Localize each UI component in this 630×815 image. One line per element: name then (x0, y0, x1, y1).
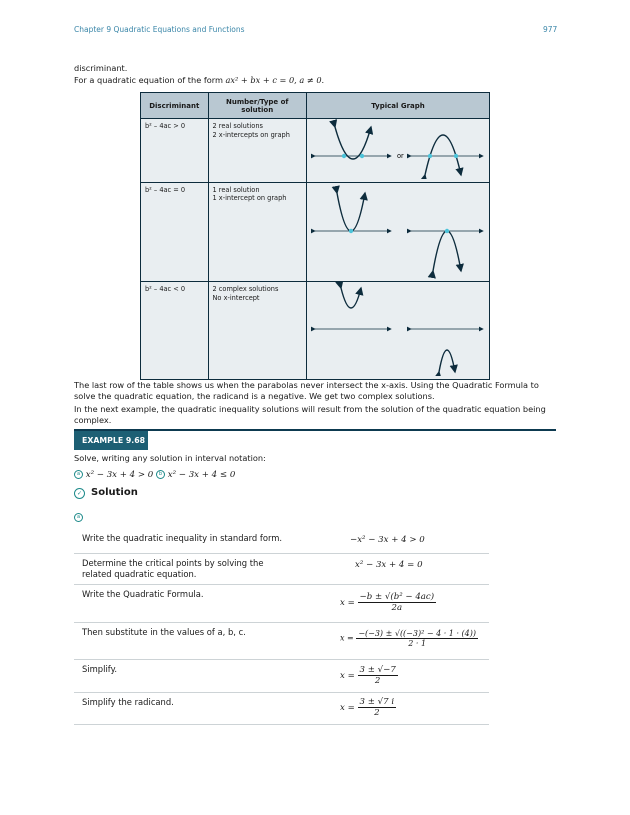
parabola-down (433, 231, 461, 271)
math-lhs: x = (340, 671, 355, 681)
table-header-discriminant: Discriminant (141, 93, 209, 119)
part-b-inequality: x² − 3x + 4 ≤ 0 (167, 470, 236, 480)
table-header-graph: Typical Graph (307, 93, 490, 119)
solution-count: 2 real solutions (212, 122, 263, 130)
fraction (358, 592, 437, 613)
table-header-solution: Number/Type of solution (208, 93, 307, 119)
fraction-numerator: 3 ± √7 i (359, 697, 395, 707)
intercept-point (342, 154, 346, 158)
paragraph-next-example: In the next example, the quadratic inequality solutions will result from the solution of the quadratic equation being complex. (74, 404, 546, 425)
table-cell-discriminant: b² – 4ac < 0 (141, 282, 209, 380)
solution-heading (74, 487, 138, 499)
graph-one-intercept (307, 183, 489, 279)
graph-two-intercepts (307, 119, 489, 179)
step-math (340, 665, 398, 686)
part-a-inequality: x² − 3x + 4 > 0 (85, 470, 154, 480)
fraction (358, 697, 397, 718)
solution-intercepts: 2 x-intercepts on graph (212, 130, 290, 139)
vertex-point (349, 228, 353, 232)
step-text: Then substitute in the values of a, b, c. (82, 627, 246, 637)
solution-intercepts: No x-intercept (212, 293, 260, 302)
fraction-numerator: −b ± √(b² − 4ac) (359, 592, 435, 602)
solution-part-a (74, 507, 83, 526)
step-text: Write the quadratic inequality in standard form. (82, 533, 283, 543)
discriminant-table (140, 92, 490, 380)
page-number: 977 (543, 25, 558, 34)
part-a-marker: a (74, 470, 83, 479)
intro-line-2-formula: ax² + bx + c = 0, a ≠ 0. (225, 75, 325, 85)
table-cell-solution (208, 119, 307, 183)
intercept-point (360, 154, 364, 158)
table-cell-discriminant: b² – 4ac = 0 (141, 182, 209, 282)
step-math (340, 697, 396, 718)
table-row (141, 182, 490, 282)
fraction-denominator: 2a (391, 603, 403, 613)
step-math (340, 629, 478, 648)
step-text: Simplify. (82, 664, 117, 674)
intro-line-1: discriminant. (74, 63, 128, 73)
table-row (141, 282, 490, 380)
example-parts (74, 470, 556, 481)
check-icon: ✓ (74, 488, 85, 499)
parabola-up (335, 127, 371, 159)
fraction (356, 629, 478, 648)
fraction-denominator: 2 (374, 676, 381, 686)
fraction-denominator: 2 (374, 708, 380, 718)
solution-count: 1 real solution (212, 185, 260, 194)
paragraph-last-row: The last row of the table shows us when the parabolas never intersect the x-axis. Using the Quadratic Formula to solve the quadratic equation, the radicand is a negative. We get two complex solutions. (74, 380, 539, 401)
intro-line-2-text: For a quadratic equation of the form (74, 75, 226, 85)
step-math: −x² − 3x + 4 > 0 (350, 535, 425, 545)
example-prompt: Solve, writing any solution in interval notation: (74, 453, 266, 463)
step-text: Determine the critical points by solving the related quadratic equation. (82, 558, 264, 579)
example-tag: EXAMPLE 9.68 (74, 431, 148, 450)
solution-count: 2 complex solutions (212, 285, 279, 293)
table-cell-solution (208, 282, 307, 380)
solution-label: Solution (91, 487, 138, 498)
intercept-point (428, 154, 432, 158)
step-math (340, 592, 436, 613)
graph-no-intercept (307, 282, 489, 376)
intro-line-2 (74, 75, 556, 86)
table-cell-discriminant: b² – 4ac > 0 (141, 119, 209, 183)
intercept-point (454, 154, 458, 158)
table-row (141, 119, 490, 183)
solution-part-a-marker: a (74, 513, 83, 522)
table-cell-graph (307, 282, 490, 380)
math-lhs: x = (340, 598, 355, 608)
parabola-up (341, 288, 361, 308)
fraction-numerator: 3 ± √−7 (359, 665, 396, 675)
part-b-marker: b (156, 470, 165, 479)
step-text: Write the Quadratic Formula. (82, 589, 204, 599)
chapter-header: Chapter 9 Quadratic Equations and Functions (74, 25, 245, 34)
or-label: or (397, 152, 404, 160)
math-lhs: x = (340, 633, 354, 643)
solution-intercepts: 1 x-intercept on graph (212, 194, 287, 202)
parabola-up (337, 193, 365, 231)
fraction (358, 665, 398, 686)
parabola-down (439, 350, 455, 372)
math-lhs: x = (340, 703, 355, 713)
step-text: Simplify the radicand. (82, 697, 174, 707)
vertex-point (445, 228, 449, 232)
table-cell-solution (208, 182, 307, 282)
table-cell-graph (307, 182, 490, 282)
fraction-numerator: −(−3) ± √((−3)² − 4 · 1 · (4)) (358, 629, 476, 638)
step-math: x² − 3x + 4 = 0 (355, 560, 423, 570)
table-cell-graph (307, 119, 490, 183)
fraction-denominator: 2 · 1 (408, 639, 427, 648)
